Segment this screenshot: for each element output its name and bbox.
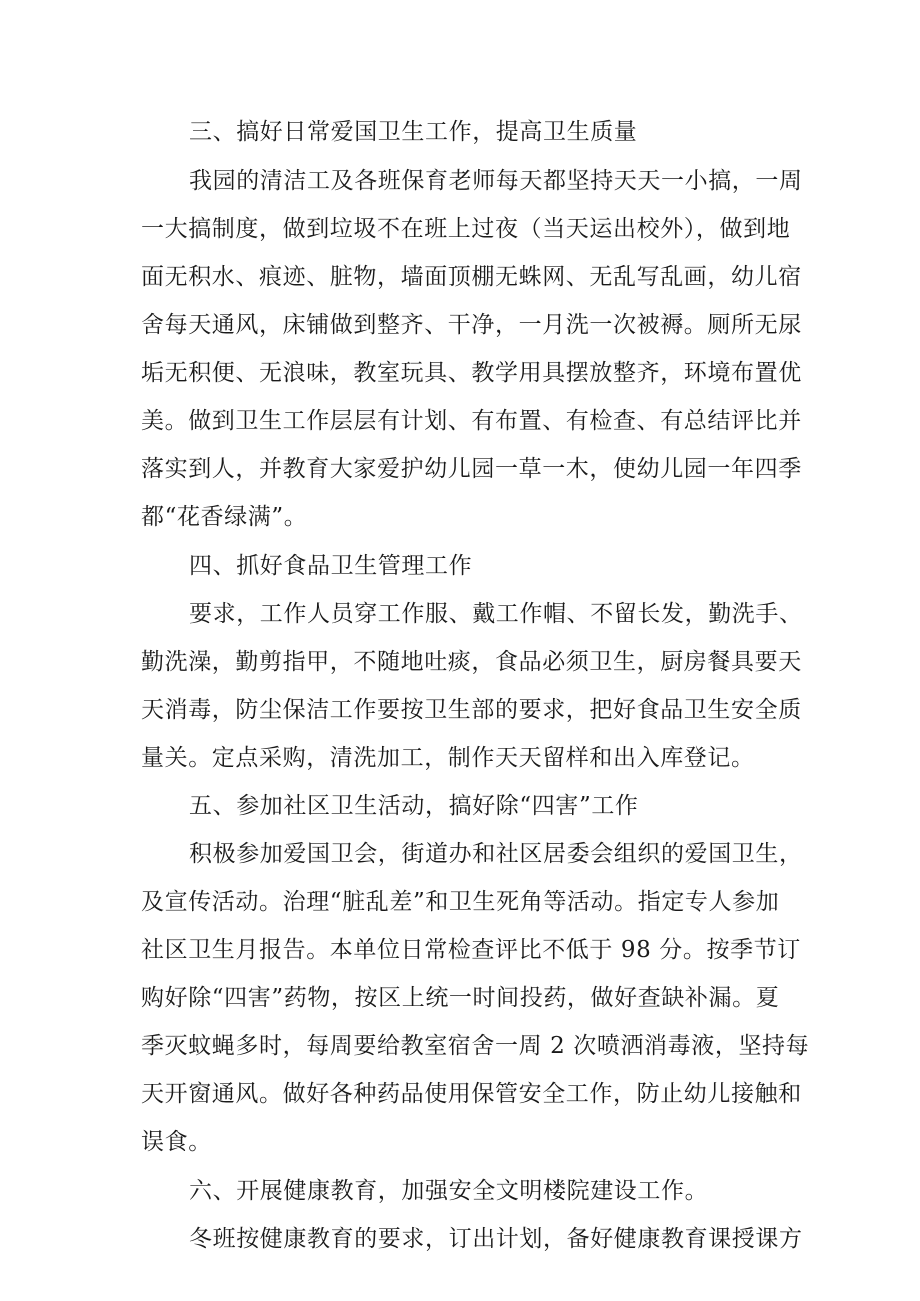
paragraph-line: 我园的清洁工及各班保育老师每天都坚持天天一小搞，一周 <box>189 168 803 194</box>
paragraph-line: 都“花香绿满”。 <box>141 504 308 530</box>
paragraph-line: 积极参加爱国卫会，街道办和社区居委会组织的爱国卫生， <box>189 841 803 867</box>
paragraph-line: 一大搞制度，做到垃圾不在班上过夜（当天运出校外），做到地 <box>141 216 791 242</box>
paragraph-line: 季灭蚊蝇多时，每周要给教室宿舍一周 2 次喷洒消毒液，坚持每 <box>141 1033 810 1059</box>
paragraph-line: 量关。定点采购，清洗加工，制作天天留样和出入库登记。 <box>141 745 755 771</box>
section-heading-5: 五、参加社区卫生活动，搞好除“四害”工作 <box>189 793 639 819</box>
paragraph-line: 要求，工作人员穿工作服、戴工作帽、不留长发，勤洗手、 <box>189 601 803 627</box>
section-heading-3: 三、搞好日常爱国卫生工作，提高卫生质量 <box>189 119 638 145</box>
paragraph-line: 垢无积便、无浪味，教室玩具、教学用具摆放整齐，环境布置优 <box>141 360 802 386</box>
paragraph-line: 及宣传活动。治理“脏乱差”和卫生死角等活动。指定专人参加 <box>141 889 780 915</box>
paragraph-line: 社区卫生月报告。本单位日常检查评比不低于 98 分。按季节订 <box>141 937 801 963</box>
paragraph-line: 冬班按健康教育的要求，订出计划，备好健康教育课授课方 <box>189 1226 803 1252</box>
paragraph-line: 误食。 <box>141 1129 212 1155</box>
paragraph-line: 舍每天通风，床铺做到整齐、干净，一月洗一次被褥。厕所无尿 <box>141 312 802 338</box>
paragraph-line: 落实到人，并教育大家爱护幼儿园一草一木，使幼儿园一年四季 <box>141 456 802 482</box>
section-heading-6: 六、开展健康教育，加强安全文明楼院建设工作。 <box>189 1178 709 1204</box>
paragraph-line: 美。做到卫生工作层层有计划、有布置、有检查、有总结评比并 <box>141 408 802 434</box>
paragraph-line: 购好除“四害”药物，按区上统一时间投药，做好查缺补漏。夏 <box>141 985 780 1011</box>
paragraph-line: 天消毒，防尘保洁工作要按卫生部的要求，把好食品卫生安全质 <box>141 697 802 723</box>
paragraph-line: 面无积水、痕迹、脏物，墙面顶棚无蛛网、无乱写乱画，幼儿宿 <box>141 264 802 290</box>
paragraph-line: 天开窗通风。做好各种药品使用保管安全工作，防止幼儿接触和 <box>141 1081 802 1107</box>
section-heading-4: 四、抓好食品卫生管理工作 <box>189 553 473 579</box>
paragraph-line: 勤洗澡，勤剪指甲，不随地吐痰，食品必须卫生，厨房餐具要天 <box>141 649 802 675</box>
